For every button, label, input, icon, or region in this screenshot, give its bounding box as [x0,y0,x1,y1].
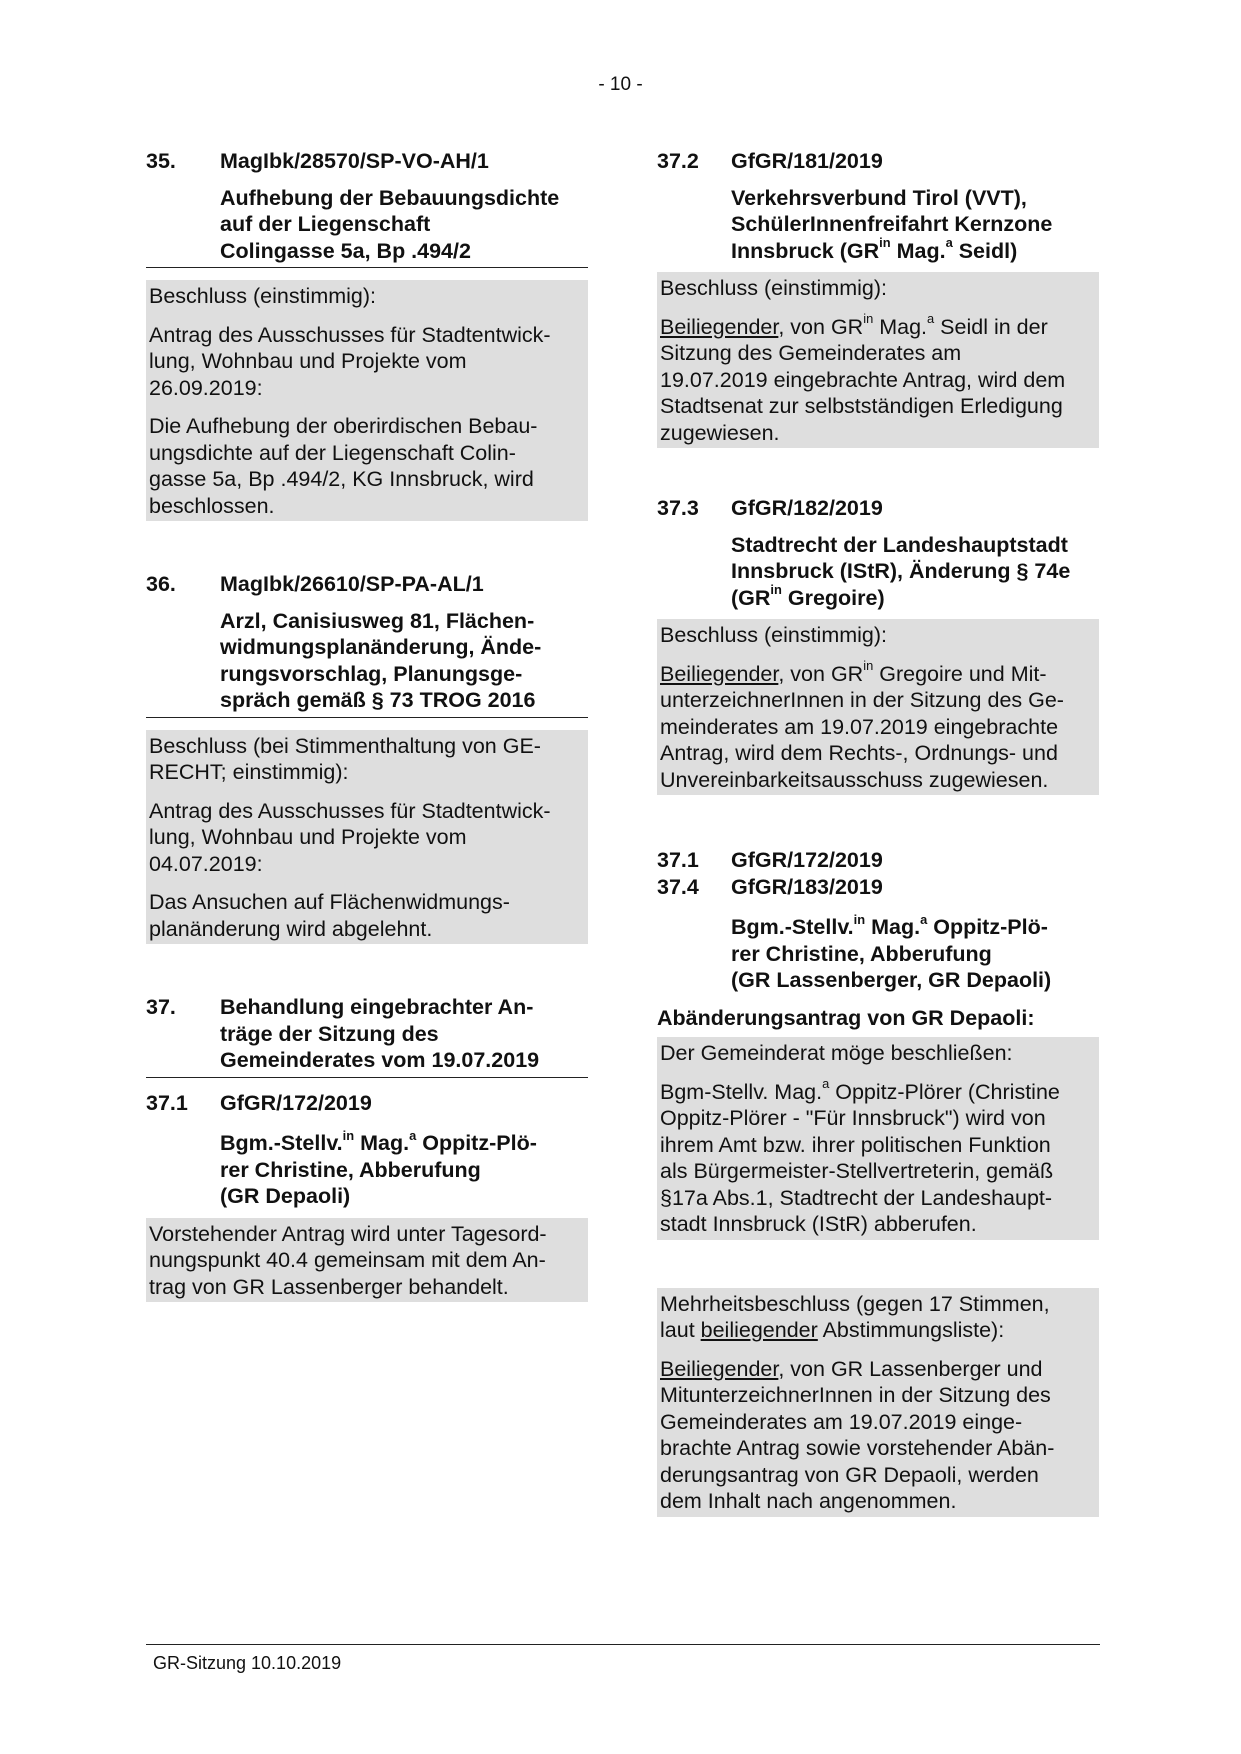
text-line: unterzeichnerInnen in der Sitzung des Ge- [660,688,1064,712]
title-line: ($GR^{in}$ Gregoire) [731,582,885,610]
title-line: (GR Depaoli) [220,1184,351,1208]
resolution-text: Beiliegender, von GR Lassenberger und MitunterzeichnerInnen in der Sitzung des Gemeinderates am 19.07.2019 einge- brachte Antrag sowie vorstehender Abän- derungsantrag von GR Depaoli, werden dem Inhalt nach angenommen. [660,1356,1055,1513]
item-number: 37.1 [657,848,699,872]
item-number: 37.4 [657,874,699,899]
text-line: Die Aufhebung der oberirdischen Bebau- [149,414,538,438]
title-line: auf der Liegenschaft [220,212,431,236]
text-line: Stadtsenat zur selbstständigen Erledigung [660,394,1063,418]
text-line: trag von GR Lassenberger behandelt. [149,1274,509,1299]
item-35 [146,148,588,521]
item-number: 35. [146,149,176,173]
title-line: träge der Sitzung des [220,1021,439,1046]
item-36 [146,571,588,944]
text-line: beschlossen. [149,493,275,518]
item-37-3 [657,495,1099,795]
title-line: Colingasse 5a, Bp .494/2 [220,238,471,263]
text-line: Antrag des Ausschusses für Stadtentwick- [149,322,551,347]
item-reference: GfGR/172/2019 [220,1090,372,1115]
page-number: - 10 - [598,74,643,95]
text-line: MitunterzeichnerInnen in der Sitzung des [660,1383,1051,1407]
item-reference: GfGR/182/2019 [731,496,883,520]
item-37-4-heading [657,874,1099,901]
text-line: zugewiesen. [660,420,780,445]
item-reference: GfGR/181/2019 [731,149,883,173]
title-line: Verkehrsverbund Tirol (VVT), [731,185,1027,210]
title-line: rungsvorschlag, Planungsge- [220,661,523,686]
title-line: (GR Lassenberger, GR Depaoli) [731,968,1052,992]
text-line: 19.07.2019 eingebrachte Antrag, wird dem [660,367,1066,392]
text-line: derungsantrag von GR Depaoli, werden [660,1462,1039,1487]
item-36-heading [146,571,588,598]
item-reference: GfGR/183/2019 [731,874,883,899]
text-line: Mehrheitsbeschluss (gegen 17 Stimmen, [660,1291,1050,1316]
resolution-text: Beiliegender, von $GR^{in}$ Gregoire und Mit- unterzeichnerInnen in der Sitzung des Ge- meinderates am 19.07.2019 eingebrachte Antrag, wird dem Rechts-, Ordnungs- und Unvereinbarkeitsausschuss zugewiesen. [660,658,1064,792]
divider [146,1077,588,1078]
title-line: rer Christine, Abberufung [731,941,992,966]
text-line: Oppitz-Plörer - "Für Innsbruck") wird von [660,1106,1046,1130]
majority-resolution-box [657,1288,1099,1517]
resolution-type: Beschluss (einstimmig): [660,276,887,300]
title-line: Aufhebung der Bebauungsdichte [220,185,560,210]
amendment-intro: Der Gemeinderat möge beschließen: [660,1041,1013,1065]
text-line: Vorstehender Antrag wird unter Tagesord- [149,1221,547,1246]
title-line: Stadtrecht der Landeshauptstadt [731,532,1068,557]
attachment-reference: Beiliegender [660,1356,779,1381]
text-line: 26.09.2019: [149,375,263,400]
text-line: 04.07.2019: [149,851,263,876]
footer-divider [146,1644,1100,1645]
text-line: Beschluss (einstimmig): [149,284,376,308]
title-line: rer Christine, Abberufung [220,1157,481,1182]
title-line: Innsbruck (IStR), Änderung § 74e [731,559,1071,583]
title-line: Arzl, Canisiusweg 81, Flächen- [220,608,535,633]
motion-source [149,798,586,878]
text-line: brachte Antrag sowie vorstehender Abän- [660,1436,1055,1460]
item-37-3-resolution-box [657,619,1099,795]
resolution-text: Beiliegender, von $GR^{in}$ Mag.$^a$ Seidl in der Sitzung des Gemeinderates am 19.07.2019 eingebrachte Antrag, wird dem Stadtsenat zur selbstständigen Erledigung zugewiesen. [660,311,1066,445]
attachment-reference: Beiliegender [660,314,779,339]
left-column [146,148,588,1302]
resolution-text [149,413,586,519]
item-37-4-title [731,911,1099,994]
text-line: ihrem Amt bzw. ihrer politischen Funktion [660,1132,1051,1157]
item-37-2-heading [657,148,1099,175]
amendment-heading: Abänderungsantrag von GR Depaoli: [657,1005,1035,1030]
resolution-type [149,283,586,310]
item-37-4 [657,847,1099,1517]
text-line: gasse 5a, Bp .494/2, KG Innsbruck, wird [149,467,534,491]
item-37-heading [146,994,588,1074]
item-37-1-note-box [146,1218,588,1303]
item-37-3-title [731,532,1099,612]
footer-text: GR-Sitzung 10.10.2019 [153,1653,342,1673]
divider [146,717,588,718]
item-37 [146,994,588,1078]
text-line: lung, Wohnbau und Projekte vom [149,349,467,373]
text-line: Beschluss (bei Stimmenthaltung von GE- [149,733,541,758]
resolution-type: Mehrheitsbeschluss (gegen 17 Stimmen, laut beiliegender Abstimmungsliste): [660,1291,1050,1342]
text-line: ungsdichte auf der Liegenschaft Colin- [149,440,516,465]
text-line: Das Ansuchen auf Flächenwidmungs- [149,890,510,914]
item-37-1-title [220,1127,588,1210]
text-line: als Bürgermeister-Stellvertreterin, gemäß [660,1159,1054,1183]
item-reference: GfGR/172/2019 [731,848,883,872]
text-line: Antrag des Ausschusses für Stadtentwick- [149,798,551,823]
item-number: 37.2 [657,149,699,173]
title-line: Behandlung eingebrachter An- [220,995,534,1019]
text-line: RECHT; einstimmig): [149,760,349,784]
item-37-2 [657,148,1099,448]
title-line: widmungsplanänderung, Ände- [220,635,542,659]
text-line: dem Inhalt nach angenommen. [660,1489,957,1513]
resolution-type [149,733,586,786]
motion-source [149,322,586,402]
text-line: planänderung wird abgelehnt. [149,916,433,941]
text-line: Sitzung des Gemeinderates am [660,341,962,365]
note-text [149,1221,586,1301]
resolution-type: Beschluss (einstimmig): [660,623,887,647]
item-reference: MagIbk/28570/SP-VO-AH/1 [220,149,489,173]
attachment-reference: Beiliegender [660,661,779,686]
item-36-title [220,608,588,714]
item-title [220,994,588,1074]
title-line: Innsbruck ($GR^{in}$ Mag.$^a$ Seidl) [731,235,1018,263]
item-number: 37.1 [146,1090,188,1115]
item-37-2-title [731,185,1099,265]
divider [146,267,588,268]
text-line: stadt Innsbruck (IStR) abberufen. [660,1212,977,1236]
item-number: 36. [146,572,176,596]
item-number: 37. [146,995,176,1019]
text-line: meinderates am 19.07.2019 eingebrachte [660,714,1059,739]
item-37-1 [146,1090,588,1303]
item-37-2-resolution-box [657,272,1099,448]
item-number: 37.3 [657,496,699,520]
item-35-title [220,185,588,265]
text-line: nungspunkt 40.4 gemeinsam mit dem An- [149,1248,546,1272]
title-line: Gemeinderates vom 19.07.2019 [220,1048,540,1072]
text-line: lung, Wohnbau und Projekte vom [149,825,467,849]
item-37-1-heading-repeat [657,847,1099,874]
text-line: Unvereinbarkeitsausschuss zugewiesen. [660,767,1049,792]
item-37-3-heading [657,495,1099,522]
amendment-box [657,1037,1099,1240]
item-reference: MagIbk/26610/SP-PA-AL/1 [220,572,484,596]
text-line: Gemeinderates am 19.07.2019 einge- [660,1409,1023,1434]
resolution-text [149,889,586,942]
attachment-reference: beiliegender [700,1318,818,1342]
item-36-resolution-box [146,730,588,945]
item-35-resolution-box [146,280,588,521]
title-line: Bgm.-Stellv.$^{in}$ Mag.$^a$ Oppitz-Plö- [731,911,1048,939]
text-line: Antrag, wird dem Rechts-, Ordnungs- und [660,741,1058,765]
right-column [657,148,1099,1517]
amendment-text: Bgm-Stellv. Mag.$^a$ Oppitz-Plörer (Christine Oppitz-Plörer - "Für Innsbruck") wird von ihrem Amt bzw. ihrer politischen Funktion als Bürgermeister-Stellvertreterin, gemäß §17a Abs.1, Stadtrecht der Landeshaupt- stadt Innsbruck (IStR) abberufen. [660,1076,1060,1236]
title-line: SchülerInnenfreifahrt Kernzone [731,212,1053,236]
item-35-heading [146,148,588,175]
item-37-1-heading [146,1090,588,1117]
title-line: spräch gemäß § 73 TROG 2016 [220,688,536,712]
title-line: Bgm.-Stellv.$^{in}$ Mag.$^a$ Oppitz-Plö- [220,1127,537,1155]
text-line: §17a Abs.1, Stadtrecht der Landeshaupt- [660,1185,1053,1210]
